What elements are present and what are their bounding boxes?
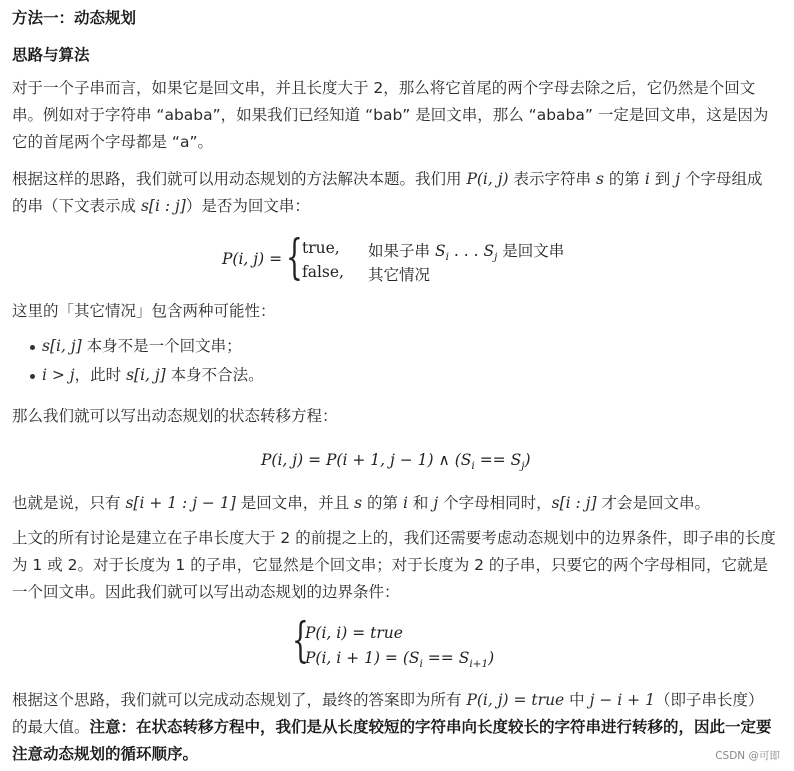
- boundary-condition-2: P(i, $i + 1) = (S_i == S_{i+1})$: [305, 649, 495, 671]
- formula-case-2: false,: [302, 263, 344, 281]
- formula-case-1: true,: [302, 239, 340, 257]
- brace-icon-2: {: [292, 612, 309, 668]
- watermark: CSDN @可即: [715, 750, 780, 762]
- bullet-1-marker: [30, 345, 35, 350]
- list-item-2: i > j，此时 s[i, j] 本身不合法。: [42, 366, 264, 384]
- paragraph-4: 那么我们就可以写出动态规划的状态转移方程：: [12, 407, 338, 425]
- paragraph-3: 这里的「其它情况」包含两种可能性：: [12, 302, 276, 320]
- paragraph-5: 也就是说，只有 s[i + 1 : j − 1] 是回文串，并且 s 的第 i 和 j 个字母相同时，s[i : j] 才会是回文串。: [12, 494, 710, 512]
- list-item-1: s[i, j] 本身不是一个回文串；: [42, 337, 242, 355]
- important-note: 注意：在状态转移方程中，我们是从长度较短的字符串向长度较长的字符串进行转移的，因此一定要注意动态规划的循环顺序。: [12, 718, 772, 763]
- formula-case-1-condition: 如果子串 $S_i$ . . . $S_j$ 是回文串: [368, 242, 565, 264]
- bullet-2-marker: [30, 374, 35, 379]
- paragraph-7: 根据这个思路，我们就可以完成动态规划了，最终的答案即为所有 P(i, j) = true 中 j − i + 1（即子串长度）的最大值。注意：在状态转移方程中，我们是从长度较短的字符串向长度较长的字符串进行转移的，因此一定要注意动态规划的循环顺序。: [12, 691, 772, 763]
- paragraph-1: 对于一个子串而言，如果它是回文串，并且长度大于 2，那么将它首尾的两个字母去除之后，它仍然是个回文串。例如对于字符串 “ababa”，如果我们已经知道 “bab” 是回文串，那么 “ababa” 一定是回文串，这是因为它的首尾两个字母都是 “a”。: [12, 79, 769, 151]
- formula-case-2-condition: 其它情况: [368, 266, 431, 284]
- paragraph-6: 上文的所有讨论是建立在子串长度大于 2 的前提之上的，我们还需要考虑动态规划中的边界条件，即子串的长度为 1 或 2。对于长度为 1 的子串，它显然是个回文串；对于长度为 2 的子串，只要它的两个字母相同，它就是一个回文串。因此我们就可以写出动态规划的边界条件：: [12, 529, 776, 601]
- section-title: 方法一：动态规划: [12, 9, 137, 27]
- paragraph-2: 根据这样的思路，我们就可以用动态规划的方法解决本题。我们用 P(i, j) 表示字符串 s 的第 i 到 j 个字母组成的串（下文表示成 s[i : j]）是否为回文串：: [12, 170, 763, 215]
- brace-icon: {: [286, 229, 303, 285]
- subsection-title: 思路与算法: [12, 46, 90, 64]
- formula-transition: P(i, j) = P(i + 1, j − 1) ∧ $(S_i == S_j)$: [261, 451, 531, 473]
- boundary-condition-1: P(i, i) = true: [305, 624, 403, 642]
- formula-piecewise-lhs: P(i, j) =: [222, 250, 283, 268]
